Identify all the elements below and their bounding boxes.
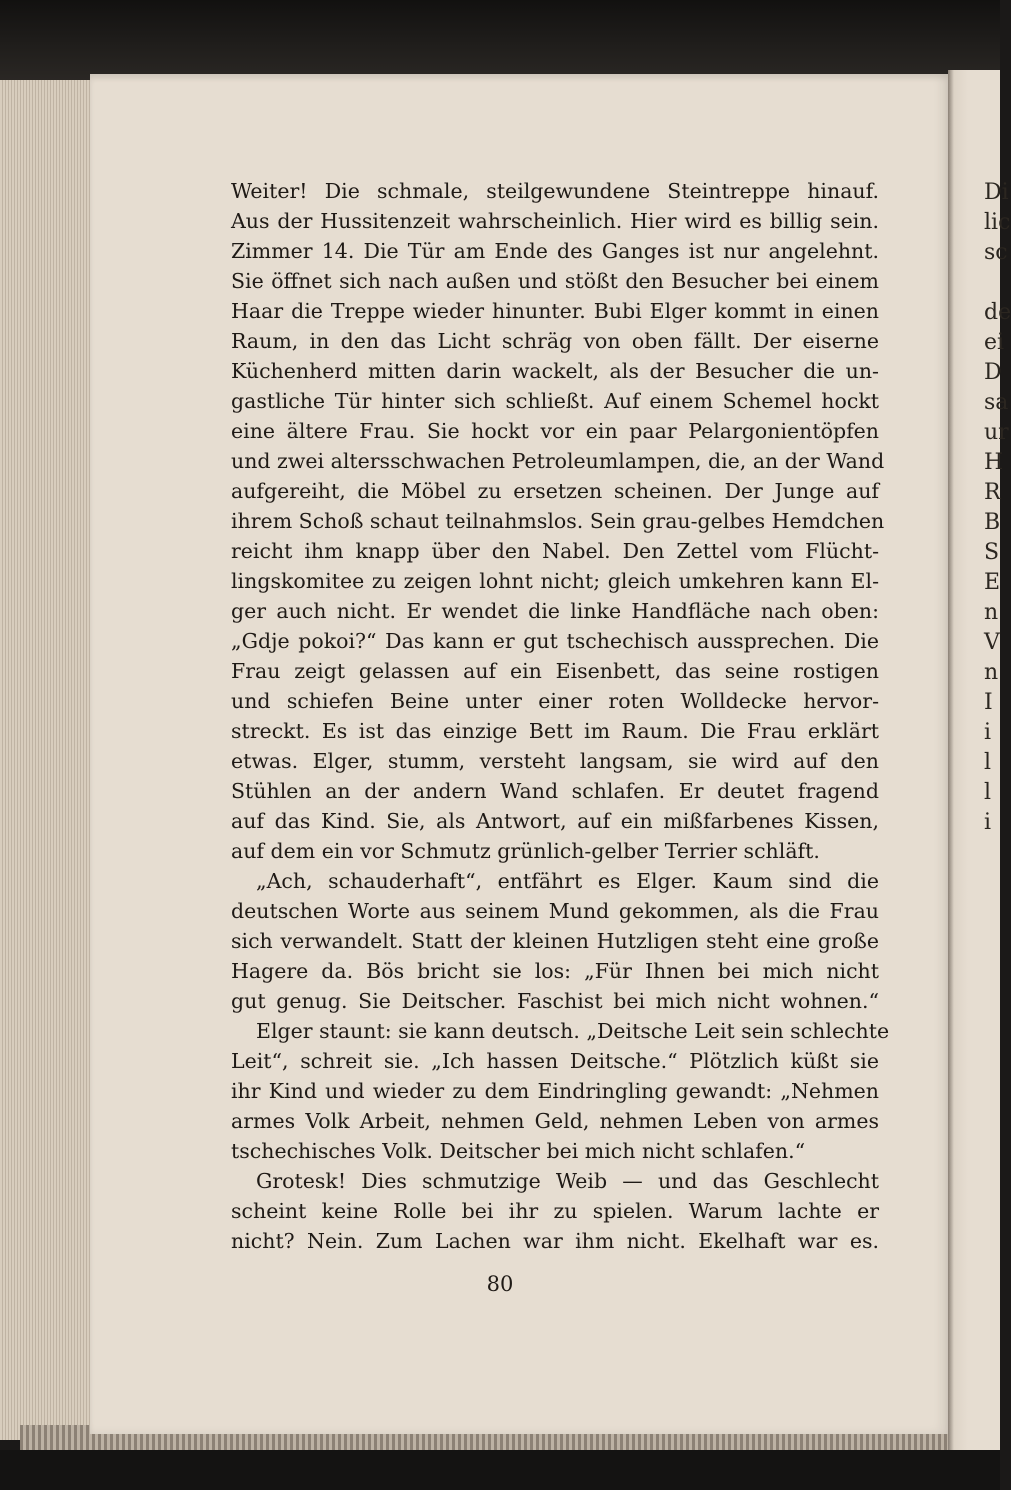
- text-line: Küchenherd mitten darin wackelt, als der Besucher die un-: [231, 359, 879, 383]
- facing-page-fragment: Di: [984, 180, 1009, 205]
- facing-page-fragment: n: [984, 660, 999, 685]
- text-line: Sie öffnet sich nach außen und stößt den Besucher bei einem: [231, 269, 879, 293]
- page-text: [231, 176, 890, 1256]
- text-line: scheint keine Rolle bei ihr zu spielen. Warum lachte er: [231, 1199, 879, 1223]
- text-line: eine ältere Frau. Sie hockt vor ein paar Pelargonientöpfen: [231, 419, 879, 443]
- text-line: deutschen Worte aus seinem Mund gekommen, als die Frau: [231, 899, 879, 923]
- text-line: und schiefen Beine unter einer roten Wolldecke hervor-: [231, 689, 879, 713]
- facing-page-fragment: l: [984, 750, 992, 775]
- facing-page-fragment: E: [984, 570, 1001, 595]
- facing-page-fragment: i: [984, 810, 992, 835]
- facing-page-fragment: ei: [984, 330, 1005, 355]
- text-line: „Gdje pokoi?“ Das kann er gut tschechisch aussprechen. Die: [231, 629, 879, 653]
- text-line: Leit“, schreit sie. „Ich hassen Deitsche.“ Plötzlich küßt sie: [231, 1049, 879, 1073]
- facing-page-fragment: ur: [984, 420, 1009, 445]
- text-line: Haar die Treppe wieder hinunter. Bubi Elger kommt in einen: [231, 299, 879, 323]
- text-line: Raum, in den das Licht schräg von oben fällt. Der eiserne: [231, 329, 879, 353]
- text-line: reicht ihm knapp über den Nabel. Den Zettel vom Flücht-: [231, 539, 879, 563]
- text-line: streckt. Es ist das einzige Bett im Raum. Die Frau erklärt: [231, 719, 879, 743]
- text-line: Stühlen an der andern Wand schlafen. Er deutet fragend: [231, 779, 879, 803]
- text-line: Grotesk! Dies schmutzige Weib — und das Geschlecht: [256, 1169, 879, 1193]
- top-background: [0, 0, 1000, 80]
- facing-page-fragment: R: [984, 480, 1001, 505]
- facing-page-fragment: sa: [984, 390, 1009, 415]
- facing-page-fragment: lic: [984, 210, 1011, 235]
- text-line: „Ach, schauderhaft“, entfährt es Elger. Kaum sind die: [256, 869, 879, 893]
- text-line: und zwei altersschwachen Petroleumlampen, die, an der Wand: [231, 449, 885, 473]
- facing-page-fragment: I: [984, 690, 993, 715]
- text-line: gastliche Tür hinter sich schließt. Auf einem Schemel hockt: [231, 389, 879, 413]
- text-line: gut genug. Sie Deitscher. Faschist bei mich nicht wohnen.“: [231, 989, 879, 1013]
- text-line: tschechisches Volk. Deitscher bei mich nicht schlafen.“: [231, 1139, 806, 1163]
- facing-page-fragment: V: [984, 630, 1000, 655]
- text-line: armes Volk Arbeit, nehmen Geld, nehmen Leben von armes: [231, 1109, 879, 1133]
- text-line: nicht? Nein. Zum Lachen war ihm nicht. Ekelhaft war es.: [231, 1229, 879, 1253]
- text-line: Zimmer 14. Die Tür am Ende des Ganges ist nur angelehnt.: [231, 239, 879, 263]
- text-line: ger auch nicht. Er wendet die linke Handfläche nach oben:: [231, 599, 879, 623]
- facing-page-fragment: D: [984, 360, 1002, 385]
- text-line: ihrem Schoß schaut teilnahmslos. Sein grau-gelbes Hemdchen: [231, 509, 885, 533]
- text-line: Elger staunt: sie kann deutsch. „Deitsche Leit sein schlechte: [256, 1019, 890, 1043]
- facing-page-fragment: de: [984, 300, 1011, 325]
- page-number: 80: [486, 1272, 514, 1296]
- text-line: Frau zeigt gelassen auf ein Eisenbett, das seine rostigen: [231, 659, 879, 683]
- facing-page-fragment: S: [984, 540, 1000, 565]
- facing-page-fragment: B: [984, 510, 1001, 535]
- text-line: sich verwandelt. Statt der kleinen Hutzligen steht eine große: [231, 929, 879, 953]
- text-line: Aus der Hussitenzeit wahrscheinlich. Hier wird es billig sein.: [231, 209, 879, 233]
- text-line: auf dem ein vor Schmutz grünlich-gelber Terrier schläft.: [231, 839, 820, 863]
- facing-page: [948, 70, 1011, 1450]
- text-line: Weiter! Die schmale, steilgewundene Steintreppe hinauf.: [231, 179, 879, 203]
- text-line: lingskomitee zu zeigen lohnt nicht; gleich umkehren kann El-: [231, 569, 879, 593]
- page-stack-left: [0, 80, 97, 1440]
- text-line: auf das Kind. Sie, als Antwort, auf ein mißfarbenes Kissen,: [231, 809, 879, 833]
- facing-page-fragment: H: [984, 450, 1004, 475]
- facing-page-fragment: i: [984, 720, 992, 745]
- text-line: ihr Kind und wieder zu dem Eindringling gewandt: „Nehmen: [231, 1079, 879, 1103]
- text-line: etwas. Elger, stumm, versteht langsam, sie wird auf den: [231, 749, 879, 773]
- text-line: aufgereiht, die Möbel zu ersetzen scheinen. Der Junge auf: [231, 479, 879, 503]
- bottom-background: [0, 1450, 1000, 1490]
- facing-page-fragment: l: [984, 780, 992, 805]
- text-line: Hagere da. Bös bricht sie los: „Für Ihnen bei mich nicht: [231, 959, 879, 983]
- facing-page-fragment: sc: [984, 240, 1008, 265]
- facing-page-fragment: n: [984, 600, 999, 625]
